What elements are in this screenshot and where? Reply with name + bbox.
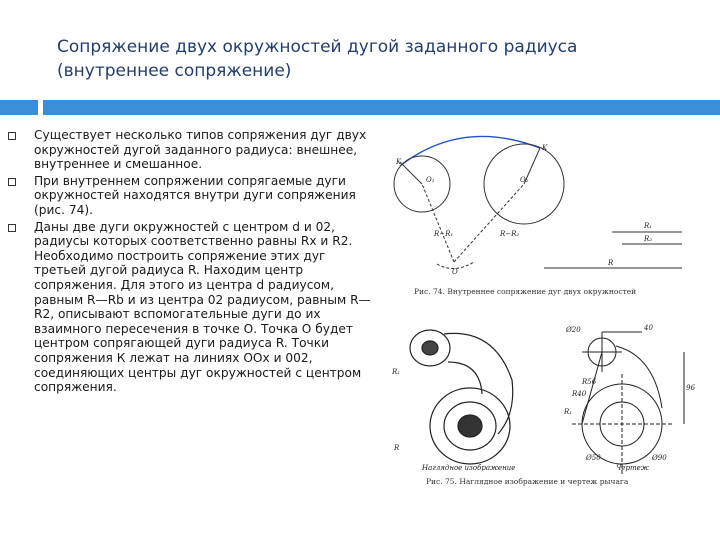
bullet-item: [8, 128, 378, 172]
bullet-square-icon: [8, 132, 16, 140]
label-d40: 40: [644, 324, 653, 332]
fig75-3d-view: [410, 330, 513, 464]
bullet-text: При внутреннем сопряжении сопрягаемые дуги окружностей находятся внутри дуги сопряжения (рис. 74).: [34, 173, 356, 217]
bullet-text: Существует несколько типов сопряжения дуг двух окружностей дугой заданного радиуса: внешнее, внутреннее и смешанное.: [34, 128, 367, 172]
label-d20: Ø20: [566, 326, 581, 334]
slide-title: Сопряжение двух окружностей дугой заданного радиуса (внутреннее сопряжение): [57, 37, 578, 81]
blend-arc: [400, 136, 540, 166]
line-o1-k: [400, 162, 422, 184]
label-k2: K: [542, 144, 548, 152]
bullet-item: [8, 174, 378, 218]
label-3d-r1: R₁: [392, 368, 401, 376]
label-r40: R40: [572, 390, 587, 398]
bullet-item: [8, 220, 378, 395]
fig75-drawing: [572, 332, 684, 474]
label-r56: R56: [582, 378, 597, 386]
line-o-o1: [422, 184, 454, 262]
caption-fig75: Рис. 75. Наглядное изображение и чертеж рычага: [426, 477, 629, 486]
label-3d-r: R: [394, 444, 400, 452]
label-r1: R₁: [644, 222, 653, 230]
bullet-text: Даны две дуги окружностей с центром d и 02, радиусы которых соответственно равны Rx и R2. Необходимо построить сопряжение этих дуг третьей дугой радиуса R. Находим центр сопряжения. Для этого из центра d радиусом, равным R—Rb и из центра 02 радиусом, равным R—R2, описывают вспомогательные дуги до их взаимного пересечения в точке О. Точка О будет центром сопрягающей дуги радиуса R. Точки сопряжения К лежат на линиях ООх и 002, соединяющих центры дуг окружностей с центром сопряжения.: [34, 219, 371, 395]
fig74-diagram: [394, 136, 682, 268]
label-d96: 96: [686, 384, 695, 392]
label-r2: R₂: [644, 235, 653, 243]
lever-hub-small-bore: [422, 341, 438, 355]
bullet-list: [8, 128, 378, 395]
label-d50: Ø50: [586, 454, 601, 462]
technical-drawing-figure: [382, 124, 718, 504]
drawing-radius-line: [582, 352, 602, 424]
caption-fig74: Рис. 74. Внутреннее сопряжение дуг двух окружностей: [414, 287, 637, 296]
label-rr1: R−R₁: [434, 230, 454, 238]
label-o2: O₂: [520, 176, 529, 184]
label-d90: Ø90: [652, 454, 667, 462]
lever-hub-large-bore: [458, 415, 482, 437]
label-k1: K: [396, 158, 402, 166]
lever-arm-inner: [448, 362, 482, 394]
bullet-square-icon: [8, 178, 16, 186]
caption-drawing: Чертеж: [616, 464, 649, 472]
label-rl: R₁: [564, 408, 573, 416]
label-o: O: [452, 268, 458, 276]
label-r: R: [608, 259, 614, 267]
drawing-arm-curve: [616, 346, 662, 408]
label-o1: O₁: [426, 176, 435, 184]
title-rule-accent: [0, 100, 38, 115]
label-rr2: R−R₂: [500, 230, 520, 238]
caption-3d-view: Наглядное изображение: [422, 464, 516, 472]
title-rule: [43, 100, 720, 115]
bullet-square-icon: [8, 224, 16, 232]
